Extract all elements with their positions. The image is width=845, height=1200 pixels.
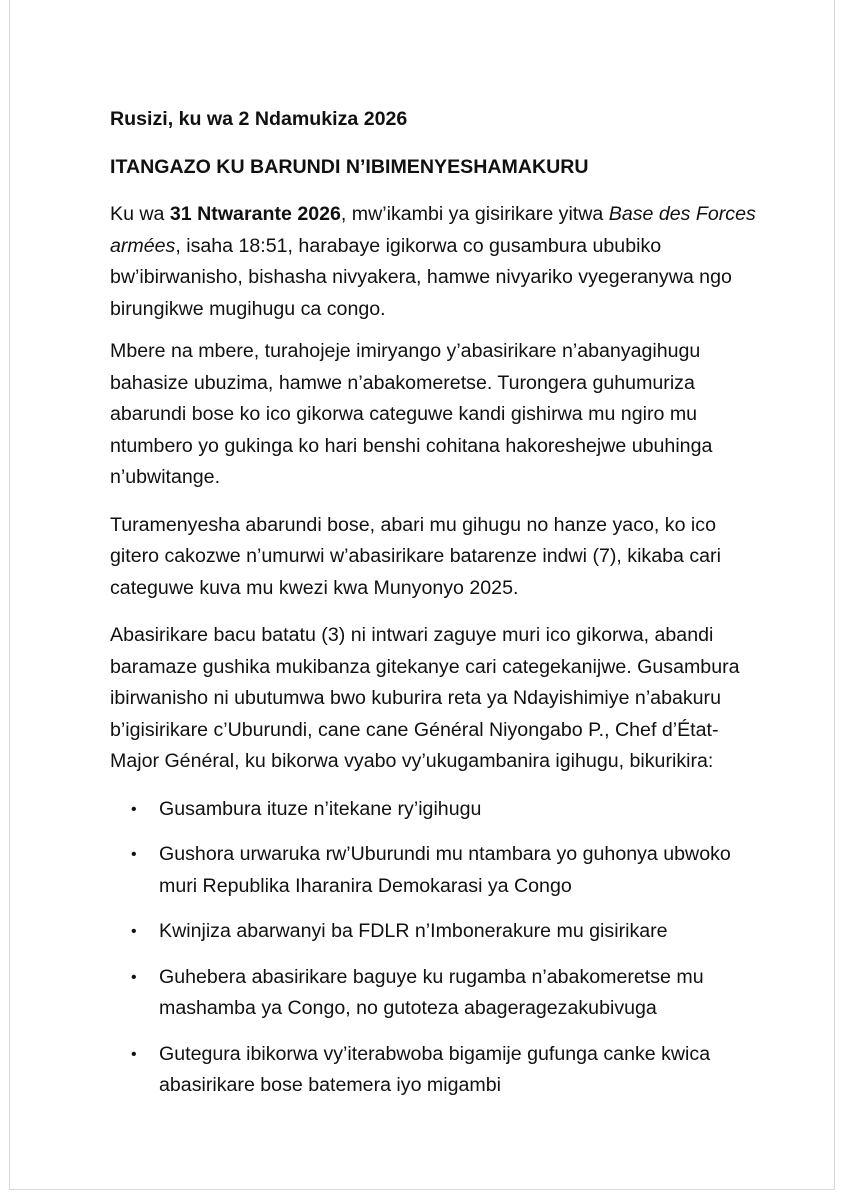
list-item [110, 839, 760, 902]
list-item [110, 916, 760, 948]
paragraph-4: Abasirikare bacu batatu (3) ni intwari zaguye muri ico gikorwa, abandi baramaze gushika mukibanza gitekanye cari categekanijwe. Gusambura ibirwanisho ni ubutumwa bwo kuburira reta ya Ndayishimiye n’abakuru b’igisirikare c’Uburundi, cane cane Général Niyongabo P., Chef d’État-Major Général, ku bikorwa vyabo vy’ukugambanira igihugu, bikurikira: [110, 624, 740, 772]
list-item [110, 962, 760, 1025]
date-line: Rusizi, ku wa 2 Ndamukiza 2026 [110, 108, 408, 130]
document-heading: ITANGAZO KU BARUNDI N’IBIMENYESHAMAKURU [110, 155, 589, 178]
paragraph-1 [110, 199, 760, 325]
list-item [110, 794, 760, 826]
bullet-icon: • [131, 968, 137, 986]
list-item-text: Kwinjiza abarwanyi ba FDLR n’Imbonerakure mu gisirikare [159, 920, 668, 942]
list-item-text: Gushora urwaruka rw’Uburundi mu ntambara yo guhonya ubwoko muri Republika Iharanira Demokarasi ya Congo [159, 843, 731, 897]
p1-date-bold: 31 Ntwarante 2026 [169, 203, 341, 225]
p1-text-a: Ku wa [110, 203, 170, 225]
list-item [110, 1039, 760, 1102]
p1-base-italic: Base des Forces armées [110, 203, 756, 257]
bullet-icon: • [131, 846, 137, 863]
bullet-icon: • [131, 800, 137, 818]
list-item-text: Guhebera abasirikare baguye ku rugamba n’abakomeretse mu mashamba ya Congo, no gutoteza abageragezakubivuga [159, 965, 704, 1019]
document-body [110, 104, 760, 1116]
bullet-list [110, 794, 760, 1102]
p1-text-c: , mw’ikambi ya gisirikare yitwa [340, 203, 609, 225]
p1-text-e: , isaha 18:51, harabaye igikorwa co gusambura ububiko bw’ibirwanisho, bishasha nivyakera, hamwe nivyariko vyegeranywa ngo birungikwe mugihugu ca congo. [110, 234, 732, 320]
paragraph-3: Turamenyesha abarundi bose, abari mu gihugu no hanze yaco, ko ico gitero cakozwe n’umurwi w’abasirikare batarenze indwi (7), kikaba cari categuwe kuva mu kwezi kwa Munyonyo 2025. [110, 513, 721, 599]
paragraph-2: Mbere na mbere, turahojeje imiryango y’abasirikare n’abanyagihugu bahasize ubuzima, hamwe n’abakomeretse. Turongera guhumuriza abarundi bose ko ico gikorwa categuwe kandi gishirwa mu ngiro mu ntumbero yo gukinga ko hari benshi cohitana hakoreshejwe ubuhinga n’ubwitange. [110, 340, 713, 488]
list-item-text: Gutegura ibikorwa vy’iterabwoba bigamije gufunga canke kwica abasirikare bose batemera iyo migambi [159, 1042, 711, 1096]
bullet-icon: • [131, 923, 137, 940]
list-item-text: Gusambura ituze n’itekane ry’igihugu [159, 797, 482, 820]
bullet-icon: • [131, 1045, 137, 1063]
